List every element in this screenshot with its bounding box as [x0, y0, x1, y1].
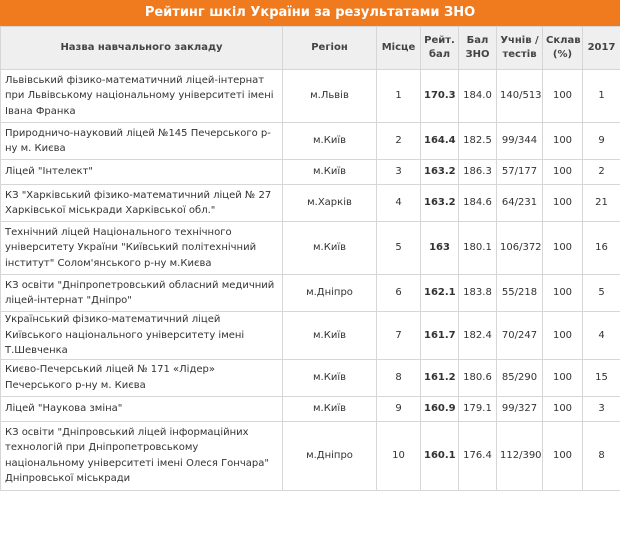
zno-score: 183.8	[459, 275, 497, 312]
students-tests: 99/327	[497, 396, 543, 421]
table-title: Рейтинг шкіл України за результатами ЗНО	[0, 0, 620, 26]
rating: 160.1	[421, 421, 459, 490]
rank-2017: 3	[583, 396, 620, 421]
composition: 100	[543, 185, 583, 222]
place: 9	[377, 396, 421, 421]
rating: 170.3	[421, 70, 459, 123]
place: 1	[377, 70, 421, 123]
students-tests: 99/344	[497, 123, 543, 160]
col-header-name: Назва навчального закладу	[1, 27, 283, 70]
composition: 100	[543, 160, 583, 185]
region: м.Дніпро	[283, 421, 377, 490]
school-name: Технічний ліцей Національного технічного університету України "Київський політехнічний інститут" Солом'янського р-ну м.Києва	[1, 222, 283, 275]
col-header-2017: 2017	[583, 27, 620, 70]
place: 5	[377, 222, 421, 275]
school-name: КЗ "Харківський фізико-математичний ліцей № 27 Харківської міськради Харківської обл."	[1, 185, 283, 222]
composition: 100	[543, 421, 583, 490]
composition: 100	[543, 359, 583, 396]
table-row	[1, 421, 620, 490]
zno-score: 182.4	[459, 312, 497, 360]
col-header-students: Учнів / тестів	[497, 27, 543, 70]
students-tests: 64/231	[497, 185, 543, 222]
students-tests: 55/218	[497, 275, 543, 312]
school-name: Ліцей "Інтелект"	[1, 160, 283, 185]
rank-2017: 9	[583, 123, 620, 160]
composition: 100	[543, 275, 583, 312]
header-row	[1, 27, 620, 70]
rating-table	[0, 26, 620, 491]
zno-score: 184.6	[459, 185, 497, 222]
students-tests: 85/290	[497, 359, 543, 396]
school-name: Ліцей "Наукова зміна"	[1, 396, 283, 421]
school-name: КЗ освіти "Дніпровський ліцей інформаційних технологій при Дніпропетровському національному університеті імені Олеся Гончара" Дніпровської міськради	[1, 421, 283, 490]
place: 8	[377, 359, 421, 396]
table-row	[1, 70, 620, 123]
composition: 100	[543, 123, 583, 160]
region: м.Київ	[283, 160, 377, 185]
students-tests: 112/390	[497, 421, 543, 490]
zno-score: 176.4	[459, 421, 497, 490]
table-row	[1, 160, 620, 185]
region: м.Київ	[283, 222, 377, 275]
students-tests: 106/372	[497, 222, 543, 275]
rank-2017: 1	[583, 70, 620, 123]
place: 3	[377, 160, 421, 185]
rank-2017: 16	[583, 222, 620, 275]
composition: 100	[543, 396, 583, 421]
table-row	[1, 222, 620, 275]
place: 4	[377, 185, 421, 222]
rating: 161.7	[421, 312, 459, 360]
rank-2017: 4	[583, 312, 620, 360]
rank-2017: 21	[583, 185, 620, 222]
rating: 162.1	[421, 275, 459, 312]
zno-score: 180.1	[459, 222, 497, 275]
col-header-region: Регіон	[283, 27, 377, 70]
school-name: Природничо-науковий ліцей №145 Печерського р-ну м. Києва	[1, 123, 283, 160]
place: 7	[377, 312, 421, 360]
place: 6	[377, 275, 421, 312]
school-name: Український фізико-математичний ліцей Київського національного університету імені Т.Шевченка	[1, 312, 283, 360]
table-row	[1, 275, 620, 312]
region: м.Дніпро	[283, 275, 377, 312]
table-row	[1, 123, 620, 160]
school-name: Києво-Печерський ліцей № 171 «Лідер» Печерського р-ну м. Києва	[1, 359, 283, 396]
school-name: КЗ освіти "Дніпропетровський обласний медичний ліцей-інтернат "Дніпро"	[1, 275, 283, 312]
rating: 163.2	[421, 185, 459, 222]
composition: 100	[543, 70, 583, 123]
composition: 100	[543, 222, 583, 275]
col-header-zno: Бал ЗНО	[459, 27, 497, 70]
region: м.Київ	[283, 123, 377, 160]
table-row	[1, 396, 620, 421]
rating: 164.4	[421, 123, 459, 160]
zno-score: 179.1	[459, 396, 497, 421]
place: 10	[377, 421, 421, 490]
rank-2017: 5	[583, 275, 620, 312]
col-header-rating: Рейт. бал	[421, 27, 459, 70]
col-header-composition: Склав (%)	[543, 27, 583, 70]
region: м.Київ	[283, 359, 377, 396]
region: м.Харків	[283, 185, 377, 222]
rating: 161.2	[421, 359, 459, 396]
rating: 163	[421, 222, 459, 275]
zno-score: 186.3	[459, 160, 497, 185]
composition: 100	[543, 312, 583, 360]
school-name: Львівський фізико-математичний ліцей-інтернат при Львівському національному університеті імені Івана Франка	[1, 70, 283, 123]
students-tests: 70/247	[497, 312, 543, 360]
rating: 160.9	[421, 396, 459, 421]
table-row	[1, 359, 620, 396]
students-tests: 140/513	[497, 70, 543, 123]
rating: 163.2	[421, 160, 459, 185]
zno-score: 182.5	[459, 123, 497, 160]
region: м.Київ	[283, 312, 377, 360]
region: м.Львів	[283, 70, 377, 123]
table-row	[1, 312, 620, 360]
zno-score: 180.6	[459, 359, 497, 396]
col-header-place: Місце	[377, 27, 421, 70]
rank-2017: 8	[583, 421, 620, 490]
table-row	[1, 185, 620, 222]
rank-2017: 2	[583, 160, 620, 185]
region: м.Київ	[283, 396, 377, 421]
zno-score: 184.0	[459, 70, 497, 123]
rank-2017: 15	[583, 359, 620, 396]
students-tests: 57/177	[497, 160, 543, 185]
place: 2	[377, 123, 421, 160]
